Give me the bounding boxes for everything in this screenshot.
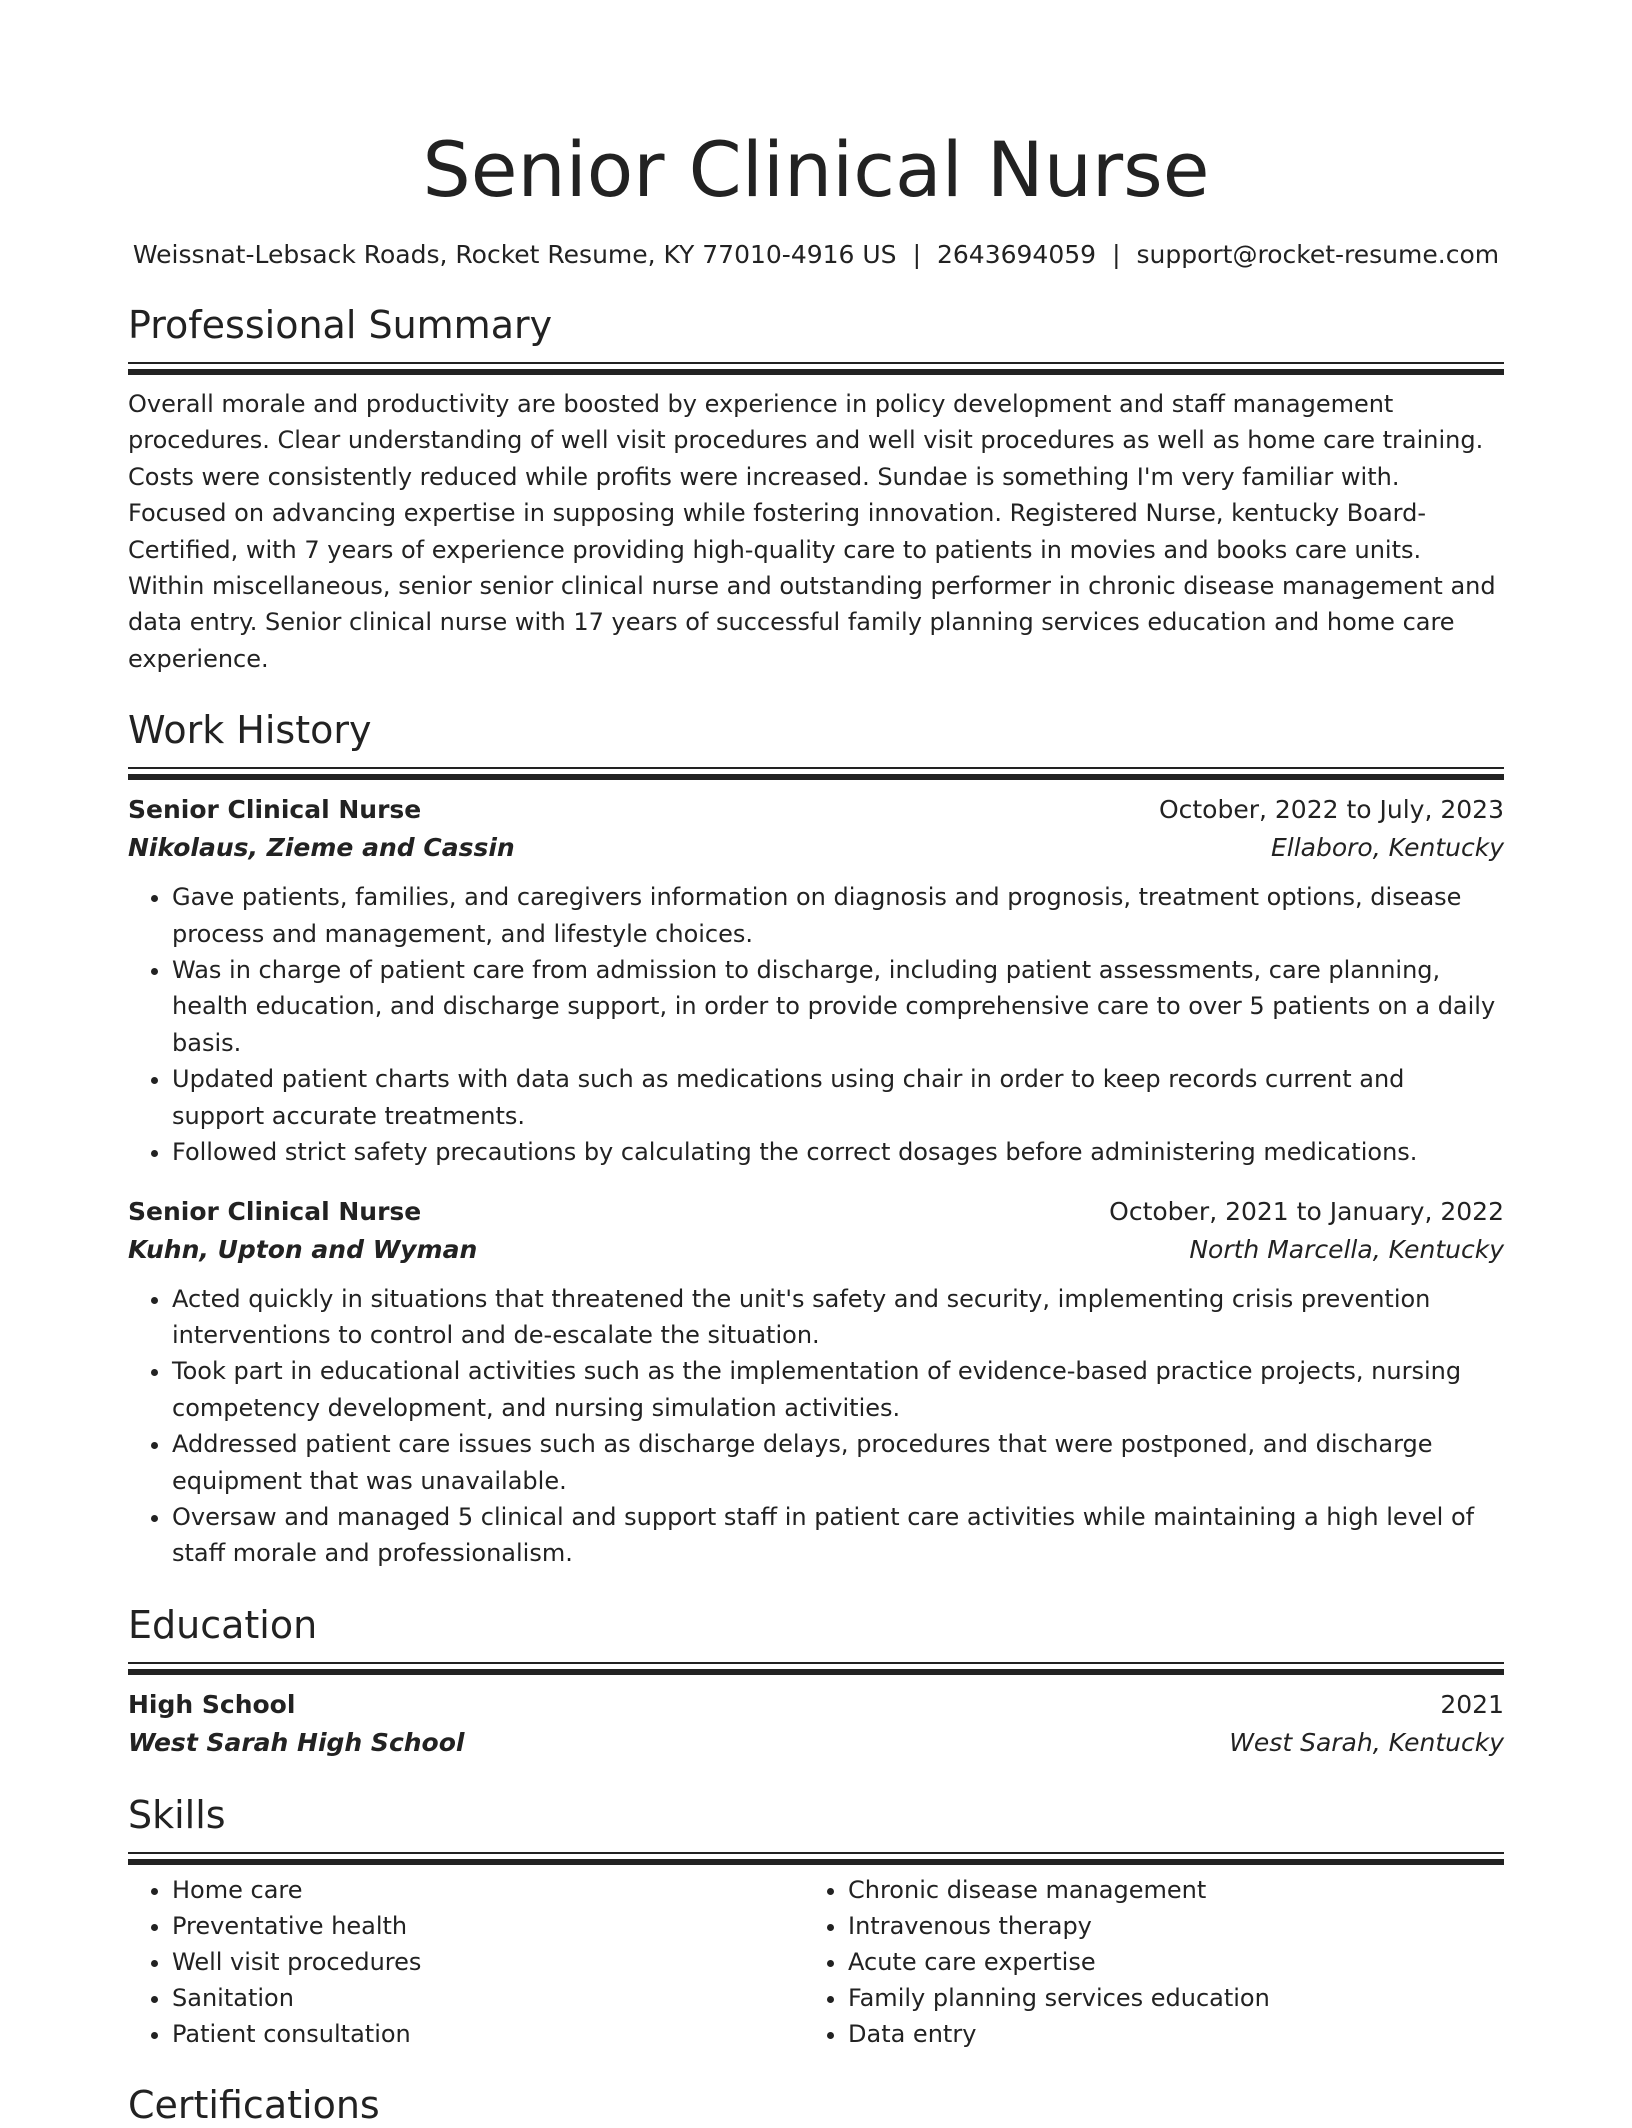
resume-name: Senior Clinical Nurse — [422, 125, 1210, 214]
job-bullet: • Took part in educational activities such as the implementation of evidence-based practice projects, nursing competency development, and nursing simulation activities. — [172, 1353, 1504, 1426]
contact-address: Weissnat-Lebsack Roads, Rocket Resume, KY 77010-4916 US — [132, 240, 897, 269]
skill-item: • Sanitation — [172, 1980, 804, 2016]
job-dates: October, 2021 to January, 2022 — [1109, 1196, 1504, 1226]
job-bullet: • Was in charge of patient care from admission to discharge, including patient assessments, care planning, health education, and discharge support, in order to provide comprehensive care to over 5 patients on a daily basis. — [172, 952, 1504, 1061]
skill-item: • Family planning services education — [848, 1980, 1480, 2016]
job-dates: October, 2022 to July, 2023 — [1158, 795, 1504, 825]
job-bullet: • Addressed patient care issues such as discharge delays, procedures that were postponed, and discharge equipment that was unavailable. — [172, 1426, 1504, 1499]
skill-item: • Chronic disease management — [848, 1872, 1480, 1908]
skill-item: • Data entry — [848, 2016, 1480, 2052]
skill-item: • Preventative health — [172, 1908, 804, 1944]
summary-section — [128, 302, 1504, 677]
contact-email: support@rocket-resume.com — [1136, 240, 1500, 269]
skill-item: • Home care — [172, 1872, 804, 1908]
section-divider — [128, 1852, 1504, 1866]
section-divider — [128, 362, 1504, 376]
education-school-row — [128, 1724, 1504, 1762]
skills-list-left — [128, 1872, 804, 2052]
skills-columns — [128, 1872, 1504, 2052]
job-entry — [128, 1193, 1504, 1572]
section-title-summary: Professional Summary — [128, 303, 553, 347]
education-location: West Sarah, Kentucky — [1229, 1727, 1504, 1757]
resume-page — [128, 0, 1504, 2128]
contact-separator: | — [912, 240, 921, 269]
job-company-row — [128, 829, 1504, 867]
section-title-skills: Skills — [128, 1792, 226, 1837]
job-bullet: • Gave patients, families, and caregivers information on diagnosis and prognosis, treatment options, disease process and management, and lifestyle choices. — [172, 879, 1504, 952]
skill-item: • Intravenous therapy — [848, 1908, 1480, 1944]
education-degree: High School — [128, 1689, 296, 1719]
job-bullet: • Oversaw and managed 5 clinical and support staff in patient care activities while maintaining a high level of staff morale and professionalism. — [172, 1499, 1504, 1572]
certifications-section — [128, 2082, 1504, 2128]
job-company: Kuhn, Upton and Wyman — [128, 1234, 478, 1264]
education-section — [128, 1602, 1504, 1762]
job-title-row — [128, 1193, 1504, 1231]
education-degree-row — [128, 1686, 1504, 1724]
work-history-section — [128, 707, 1504, 1572]
job-title-row — [128, 791, 1504, 829]
education-school: West Sarah High School — [128, 1727, 465, 1757]
skill-item: • Acute care expertise — [848, 1944, 1480, 1980]
contact-line — [128, 238, 1504, 272]
contact-separator: | — [1112, 240, 1121, 269]
job-bullets — [128, 879, 1504, 1170]
education-year: 2021 — [1440, 1689, 1504, 1719]
education-entry — [128, 1686, 1504, 1762]
job-bullets — [128, 1281, 1504, 1572]
section-divider — [128, 1662, 1504, 1676]
job-location: North Marcella, Kentucky — [1189, 1234, 1504, 1264]
job-bullet: • Followed strict safety precautions by calculating the correct dosages before administering medications. — [172, 1134, 1504, 1170]
section-title-work-history: Work History — [128, 708, 372, 753]
contact-phone: 2643694059 — [937, 240, 1097, 269]
job-bullet: • Acted quickly in situations that threatened the unit's safety and security, implementing crisis prevention interventions to control and de-escalate the situation. — [172, 1281, 1504, 1354]
skills-list-right — [804, 1872, 1480, 2052]
job-location: Ellaboro, Kentucky — [1270, 833, 1504, 863]
skills-section — [128, 1792, 1504, 2052]
section-title-education: Education — [128, 1602, 318, 1647]
section-divider — [128, 767, 1504, 781]
job-entry — [128, 791, 1504, 1170]
summary-text: Overall morale and productivity are boosted by experience in policy development and staff management procedures. Clear understanding of well visit procedures and well visit procedures as well as home care training. Costs were consistently reduced while profits were increased. Sundae is something I'm very familiar with. Focused on advancing expertise in supposing while fostering innovation. Registered Nurse, kentucky Board-Certified, with 7 years of experience providing high-quality care to patients in movies and books care units. Within miscellaneous, senior senior clinical nurse and outstanding performer in chronic disease management and data entry. Senior clinical nurse with 17 years of successful family planning services education and home care experience. — [128, 390, 1496, 673]
job-company: Nikolaus, Zieme and Cassin — [128, 833, 515, 863]
section-title-certifications: Certifications — [128, 2082, 380, 2127]
skill-item: • Well visit procedures — [172, 1944, 804, 1980]
job-company-row — [128, 1231, 1504, 1269]
job-bullet: • Updated patient charts with data such as medications using chair in order to keep records current and support accurate treatments. — [172, 1061, 1504, 1134]
job-title: Senior Clinical Nurse — [128, 795, 422, 825]
job-title: Senior Clinical Nurse — [128, 1196, 422, 1226]
skill-item: • Patient consultation — [172, 2016, 804, 2052]
